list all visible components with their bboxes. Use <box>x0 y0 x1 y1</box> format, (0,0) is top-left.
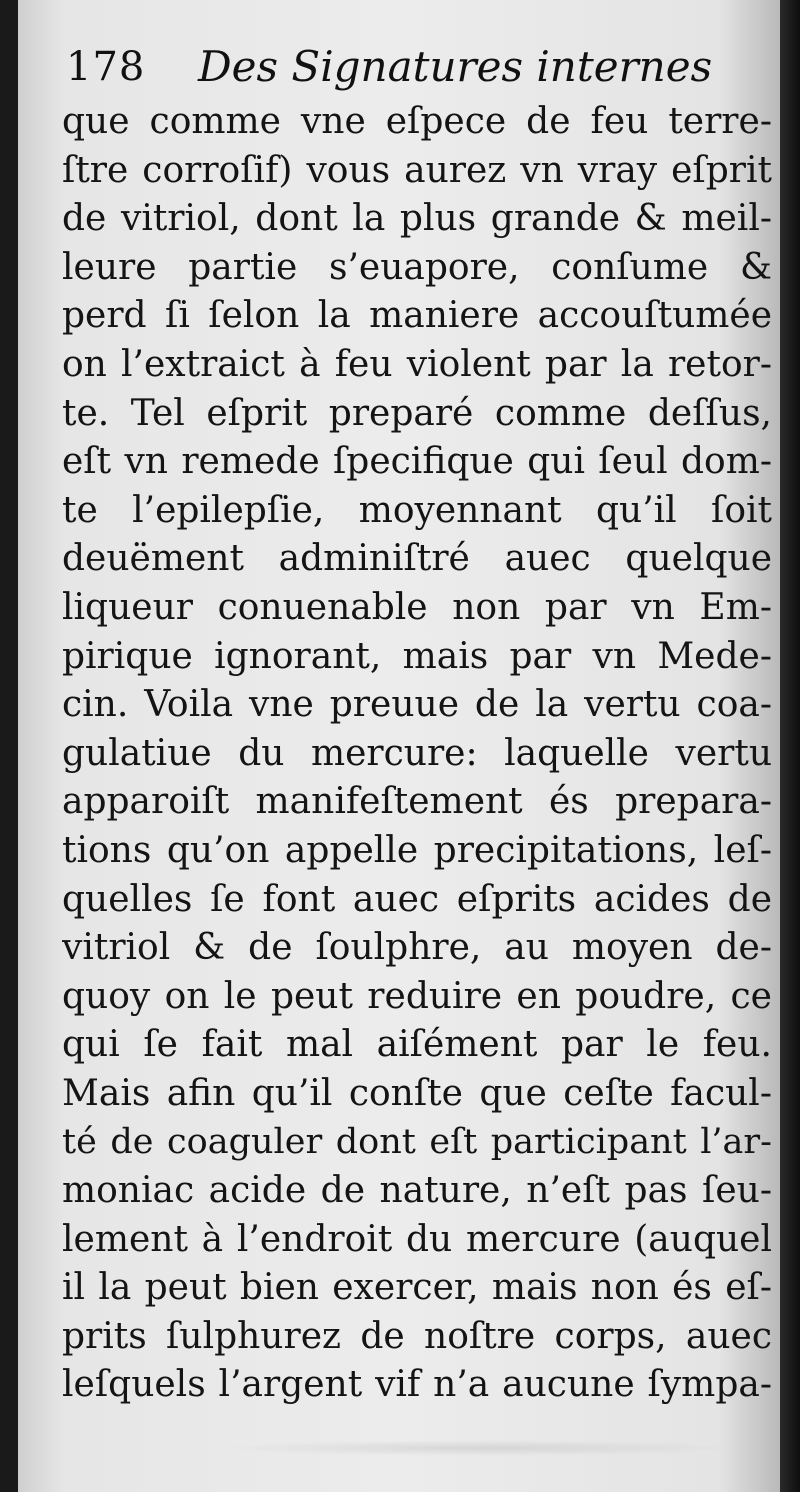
text-line: ſtre corroſif) vous aurez vn vray eſprit <box>62 149 772 191</box>
text-line: quelles ſe font auec eſprits acides de <box>62 878 772 920</box>
text-line: lement à l’endroit du mercure (auquel <box>62 1218 772 1260</box>
text-line: qui ſe fait mal aiſément par le feu. <box>62 1024 772 1066</box>
page-header <box>66 40 766 92</box>
body-text <box>62 98 772 1410</box>
text-line: on l’extraict à feu violent par la retor- <box>62 343 772 385</box>
page-foot-smudge <box>218 1440 738 1456</box>
page-number: 178 <box>66 44 146 90</box>
text-line: liqueur conuenable non par vn Em- <box>62 586 772 628</box>
text-line: leure partie s’euapore, conſume & <box>62 246 772 288</box>
text-line: il la peut bien exercer, mais non és eſ- <box>62 1267 772 1309</box>
text-line: deuëment adminiſtré auec quelque <box>62 538 772 580</box>
text-line: prits ſulphurez de noſtre corps, auec <box>62 1315 772 1357</box>
text-line: te l’epilepſie, moyennant qu’il ſoit <box>62 489 772 531</box>
book-page <box>18 0 780 1492</box>
text-line: apparoiſt manifeſtement és prepara- <box>62 781 772 823</box>
text-line: pirique ignorant, mais par vn Mede- <box>62 635 772 677</box>
text-line: vitriol & de ſoulphre, au moyen de- <box>62 927 772 969</box>
text-line: cin. Voila vne preuue de la vertu coa- <box>62 684 772 726</box>
text-line: moniac acide de nature, n’eſt pas ſeu- <box>62 1170 772 1212</box>
text-line: leſquels l’argent vif n’a aucune ſympa- <box>62 1364 772 1406</box>
text-line: quoy on le peut reduire en poudre, ce <box>62 975 772 1017</box>
text-line: eſt vn remede ſpecifique qui ſeul dom- <box>62 441 772 483</box>
text-line: de vitriol, dont la plus grande & meil- <box>62 198 772 240</box>
text-line: perd ſi ſelon la maniere accouſtumée <box>62 295 772 337</box>
running-title: Des Signatures internes <box>198 42 713 91</box>
text-line: que comme vne eſpece de feu terre- <box>62 101 772 142</box>
book-gutter-edge <box>780 0 800 1492</box>
text-line: gulatiue du mercure: laquelle vertu <box>62 732 772 774</box>
text-line: tions qu’on appelle precipitations, leſ- <box>62 829 772 871</box>
text-line: té de coaguler dont eſt participant l’ar- <box>62 1122 772 1163</box>
text-line: te. Tel eſprit preparé comme deſſus, <box>62 392 772 434</box>
text-line: Mais afin qu’il conſte que ceſte facul- <box>62 1072 772 1114</box>
